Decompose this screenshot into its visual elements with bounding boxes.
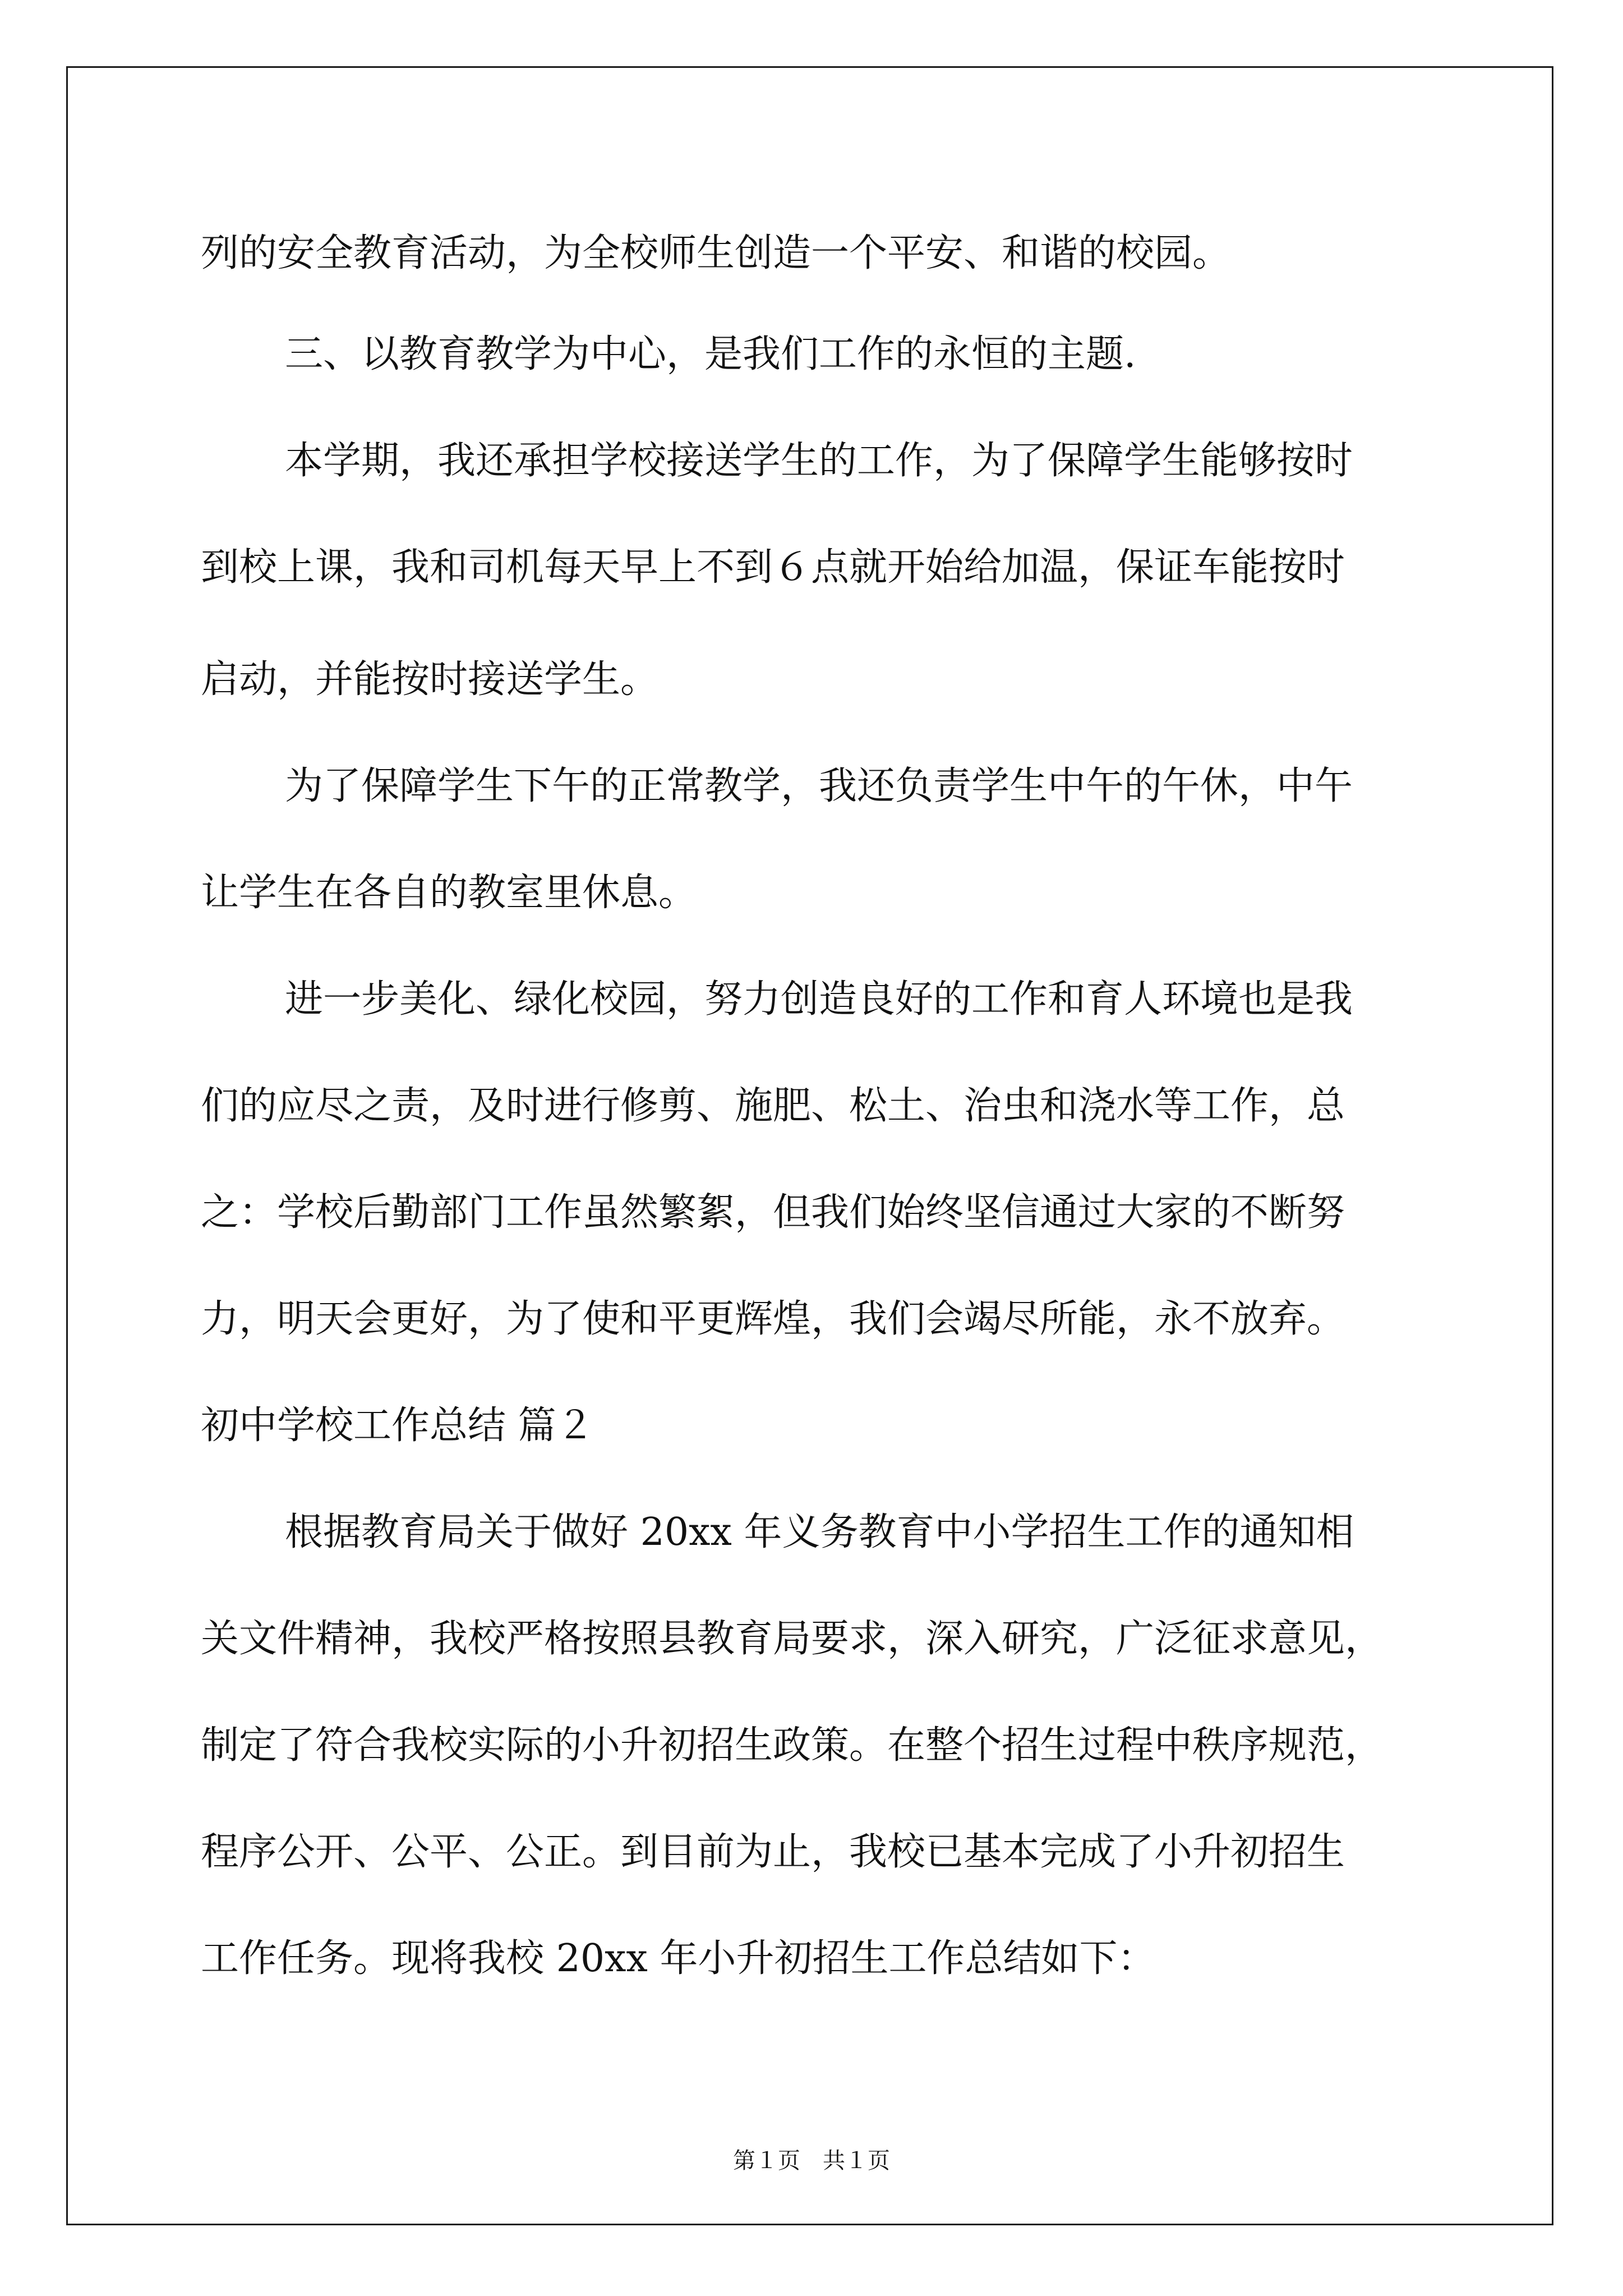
body-text-line: 启动，并能按时接送学生。 <box>201 657 659 702</box>
body-text-line: 到校上课，我和司机每天早上不到６点就开始给加温，保证车能按时 <box>201 545 1345 590</box>
page-footer: 第１页 共１页 <box>733 2148 890 2174</box>
body-text-line: 们的应尽之责，及时进行修剪、施肥、松土、治虫和浇水等工作，总 <box>201 1084 1345 1128</box>
body-text-line: 之：学校后勤部门工作虽然繁絮，但我们始终坚信通过大家的不断努 <box>201 1190 1345 1235</box>
paragraph-line: 根据教育局关于做好 20xx 年义务教育中小学招生工作的通知相 <box>285 1510 1354 1554</box>
body-text-line: 让学生在各自的教室里休息。 <box>201 871 697 915</box>
body-text-line: 工作任务。现将我校 20xx 年小升初招生工作总结如下： <box>201 1936 1156 1981</box>
page-border <box>66 66 1553 2225</box>
body-text-line: 力，明天会更好，为了使和平更辉煌，我们会竭尽所能，永不放弃。 <box>201 1297 1345 1341</box>
body-text-line: 关文件精神，我校严格按照县教育局要求，深入研究，广泛征求意见， <box>201 1617 1384 1661</box>
section-heading: 三、以教育教学为中心，是我们工作的永恒的主题. <box>285 332 1136 376</box>
article-title: 初中学校工作总结 篇２ <box>201 1404 594 1448</box>
body-text-line: 列的安全教育活动，为全校师生创造一个平安、和谐的校园。 <box>201 231 1231 275</box>
body-text-line: 制定了符合我校实际的小升初招生政策。在整个招生过程中秩序规范， <box>201 1723 1384 1768</box>
paragraph-line: 本学期，我还承担学校接送学生的工作，为了保障学生能够按时 <box>285 439 1353 483</box>
body-text-line: 程序公开、公平、公正。到目前为止，我校已基本完成了小升初招生 <box>201 1830 1345 1874</box>
paragraph-line: 为了保障学生下午的正常教学，我还负责学生中午的午休，中午 <box>285 764 1353 808</box>
paragraph-line: 进一步美化、绿化校园，努力创造良好的工作和育人环境也是我 <box>285 977 1353 1022</box>
